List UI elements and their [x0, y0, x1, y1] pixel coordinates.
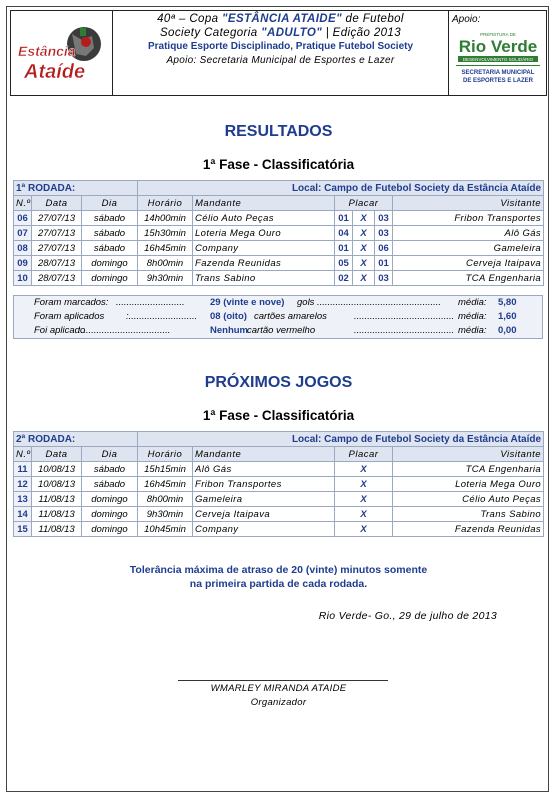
stat-value: 29 (vinte e nove): [210, 297, 285, 308]
header-line-1: 40ª – Copa "ESTÂNCIA ATAIDE" de Futebol: [157, 13, 404, 25]
header-line-3: Pratique Esporte Disciplinado, Pratique Futebol Society: [147, 41, 414, 52]
away-team: Cerveja Itaipava: [393, 256, 544, 271]
game-date: 28/07/13: [32, 271, 82, 286]
game-date: 28/07/13: [32, 256, 82, 271]
results-title: RESULTADOS: [224, 123, 333, 140]
results-stats: [13, 295, 543, 339]
signer-name: WMARLEY MIRANDA ATAIDE: [210, 683, 347, 694]
col-data: Data: [32, 447, 82, 462]
media-label: média:: [458, 311, 487, 322]
game-date: 11/08/13: [32, 492, 82, 507]
svg-text:SECRETARIA MUNICIPAL: SECRETARIA MUNICIPAL: [461, 70, 535, 76]
stat-dots: ......................................: [354, 311, 455, 322]
col-horario: Horário: [138, 196, 193, 211]
home-score: 01: [335, 241, 353, 256]
home-score: 04: [335, 226, 353, 241]
stat-line-yellow: [14, 310, 542, 324]
game-number: 10: [14, 271, 32, 286]
col-mandante: Mandante: [193, 196, 335, 211]
game-date: 27/07/13: [32, 211, 82, 226]
game-number: 12: [14, 477, 32, 492]
stat-dots: ..........................: [116, 297, 185, 308]
game-day: domingo: [82, 256, 138, 271]
home-team: Company: [193, 522, 335, 537]
game-number: 08: [14, 241, 32, 256]
local-label: Local: Campo de Futebol Society da Estância Ataíde: [138, 181, 544, 196]
media-value: 5,80: [498, 297, 517, 308]
stat-dots: :..................................: [78, 325, 171, 336]
versus-mark: X: [353, 211, 375, 226]
col-placar: Placar: [335, 196, 393, 211]
next-phase: 1ª Fase - Classificatória: [202, 408, 355, 423]
away-team: Célio Auto Peças: [393, 492, 544, 507]
table-row: [14, 507, 544, 522]
tolerance-line-2: na primeira partida de cada rodada.: [189, 578, 368, 590]
game-number: 09: [14, 256, 32, 271]
away-team: Loteria Mega Ouro: [393, 477, 544, 492]
away-team: Fazenda Reunidas: [393, 522, 544, 537]
home-team: Fazenda Reunidas: [193, 256, 335, 271]
game-day: sábado: [82, 462, 138, 477]
header-divider: [448, 11, 449, 95]
home-score: 05: [335, 256, 353, 271]
column-header-row: [14, 196, 544, 211]
game-time: 15h30min: [138, 226, 193, 241]
versus-mark: X: [335, 492, 393, 507]
game-time: 16h45min: [138, 477, 193, 492]
game-number: 06: [14, 211, 32, 226]
game-date: 10/08/13: [32, 462, 82, 477]
svg-text:DE ESPORTES E LAZER: DE ESPORTES E LAZER: [462, 78, 534, 84]
game-time: 8h00min: [138, 492, 193, 507]
local-label: Local: Campo de Futebol Society da Estância Ataíde: [138, 432, 544, 447]
col-num: N.º: [14, 196, 32, 211]
svg-text:Ataíde: Ataíde: [24, 61, 86, 83]
table-row: [14, 271, 544, 286]
signature-line: [178, 680, 388, 681]
next-table: [13, 431, 544, 537]
col-visitante: Visitante: [393, 447, 544, 462]
stat-line-goals: [14, 296, 542, 310]
stat-desc: gols: [297, 297, 315, 308]
game-time: 9h30min: [138, 271, 193, 286]
header-line-4: Apoio: Secretaria Municipal de Esportes e Lazer: [166, 54, 395, 66]
game-number: 11: [14, 462, 32, 477]
game-day: sábado: [82, 477, 138, 492]
game-day: domingo: [82, 492, 138, 507]
svg-text:PREFEITURA DE: PREFEITURA DE: [480, 32, 516, 37]
versus-mark: X: [335, 522, 393, 537]
home-team: Alô Gás: [193, 462, 335, 477]
game-number: 13: [14, 492, 32, 507]
away-team: Trans Sabino: [393, 507, 544, 522]
game-day: sábado: [82, 241, 138, 256]
apoio-label: Apoio:: [452, 14, 481, 25]
home-team: Cerveja Itaipava: [193, 507, 335, 522]
col-data: Data: [32, 196, 82, 211]
rio-verde-logo: [452, 28, 544, 92]
versus-mark: X: [353, 256, 375, 271]
stat-value: 08 (oito): [210, 311, 247, 322]
away-team: Gameleira: [393, 241, 544, 256]
col-num: N.º: [14, 447, 32, 462]
away-score: 01: [375, 256, 393, 271]
media-value: 0,00: [498, 325, 517, 336]
table-row: [14, 462, 544, 477]
game-day: domingo: [82, 522, 138, 537]
media-value: 1,60: [498, 311, 517, 322]
home-team: Gameleira: [193, 492, 335, 507]
stat-label: Foram aplicados: [34, 311, 105, 322]
game-time: 10h45min: [138, 522, 193, 537]
game-time: 15h15min: [138, 462, 193, 477]
home-team: Company: [193, 241, 335, 256]
col-placar: Placar: [335, 447, 393, 462]
stat-desc: cartão vermelho: [247, 325, 316, 336]
table-row: [14, 256, 544, 271]
versus-mark: X: [353, 226, 375, 241]
table-row: [14, 241, 544, 256]
rodada-label: 2ª RODADA:: [14, 432, 138, 447]
stat-line-red: [14, 324, 542, 338]
versus-mark: X: [353, 271, 375, 286]
stat-desc: cartões amarelos: [254, 311, 327, 322]
date-line: Rio Verde- Go., 29 de julho de 2013: [318, 610, 497, 622]
away-team: Alô Gás: [393, 226, 544, 241]
col-mandante: Mandante: [193, 447, 335, 462]
game-date: 11/08/13: [32, 507, 82, 522]
rodada-header: [14, 181, 544, 196]
col-horario: Horário: [138, 447, 193, 462]
svg-text:Rio Verde: Rio Verde: [458, 37, 538, 56]
home-team: Fribon Transportes: [193, 477, 335, 492]
rodada-header: [14, 432, 544, 447]
table-row: [14, 211, 544, 226]
col-dia: Dia: [82, 196, 138, 211]
stat-label: Foi aplicado: [34, 325, 86, 336]
col-visitante: Visitante: [393, 196, 544, 211]
versus-mark: X: [335, 477, 393, 492]
game-day: sábado: [82, 211, 138, 226]
table-row: [14, 492, 544, 507]
game-time: 14h00min: [138, 211, 193, 226]
game-date: 10/08/13: [32, 477, 82, 492]
results-phase: 1ª Fase - Classificatória: [202, 157, 355, 172]
stat-dots: ......................................: [354, 325, 455, 336]
game-day: sábado: [82, 226, 138, 241]
away-team: Fribon Transportes: [393, 211, 544, 226]
tolerance-line-1: Tolerância máxima de atraso de 20 (vinte) minutos somente: [129, 564, 428, 576]
home-score: 02: [335, 271, 353, 286]
stat-value: Nenhum: [210, 325, 248, 336]
media-label: média:: [458, 325, 487, 336]
header-line-2: Society Categoria "ADULTO" | Edição 2013: [159, 26, 402, 39]
game-time: 16h45min: [138, 241, 193, 256]
stat-dots: ...............................................: [317, 297, 442, 308]
col-dia: Dia: [82, 447, 138, 462]
game-number: 14: [14, 507, 32, 522]
versus-mark: X: [335, 462, 393, 477]
home-team: Loteria Mega Ouro: [193, 226, 335, 241]
table-row: [14, 226, 544, 241]
game-number: 15: [14, 522, 32, 537]
away-score: 03: [375, 271, 393, 286]
game-number: 07: [14, 226, 32, 241]
away-score: 03: [375, 226, 393, 241]
svg-text:DESENVOLVIMENTO SOLIDÁRIO: DESENVOLVIMENTO SOLIDÁRIO: [462, 57, 534, 62]
away-score: 03: [375, 211, 393, 226]
away-score: 06: [375, 241, 393, 256]
away-team: TCA Engenharia: [393, 462, 544, 477]
tolerance-note: [0, 563, 557, 591]
game-day: domingo: [82, 271, 138, 286]
signer-role: Organizador: [250, 697, 307, 708]
table-row: [14, 522, 544, 537]
away-team: TCA Engenharia: [393, 271, 544, 286]
game-date: 11/08/13: [32, 522, 82, 537]
versus-mark: X: [353, 241, 375, 256]
media-label: média:: [458, 297, 487, 308]
results-table: [13, 180, 544, 286]
header-divider: [112, 11, 113, 95]
home-score: 01: [335, 211, 353, 226]
next-title: PRÓXIMOS JOGOS: [204, 374, 353, 391]
stat-dots: :..........................: [126, 311, 198, 322]
table-row: [14, 477, 544, 492]
home-team: Célio Auto Peças: [193, 211, 335, 226]
game-time: 9h30min: [138, 507, 193, 522]
game-day: domingo: [82, 507, 138, 522]
header-text: [114, 13, 447, 67]
estancia-ataide-logo: [14, 22, 104, 88]
svg-text:Estância: Estância: [18, 43, 76, 59]
column-header-row: [14, 447, 544, 462]
rodada-label: 1ª RODADA:: [14, 181, 138, 196]
home-team: Trans Sabino: [193, 271, 335, 286]
game-date: 27/07/13: [32, 241, 82, 256]
versus-mark: X: [335, 507, 393, 522]
game-date: 27/07/13: [32, 226, 82, 241]
stat-label: Foram marcados:: [34, 297, 109, 308]
game-time: 8h00min: [138, 256, 193, 271]
